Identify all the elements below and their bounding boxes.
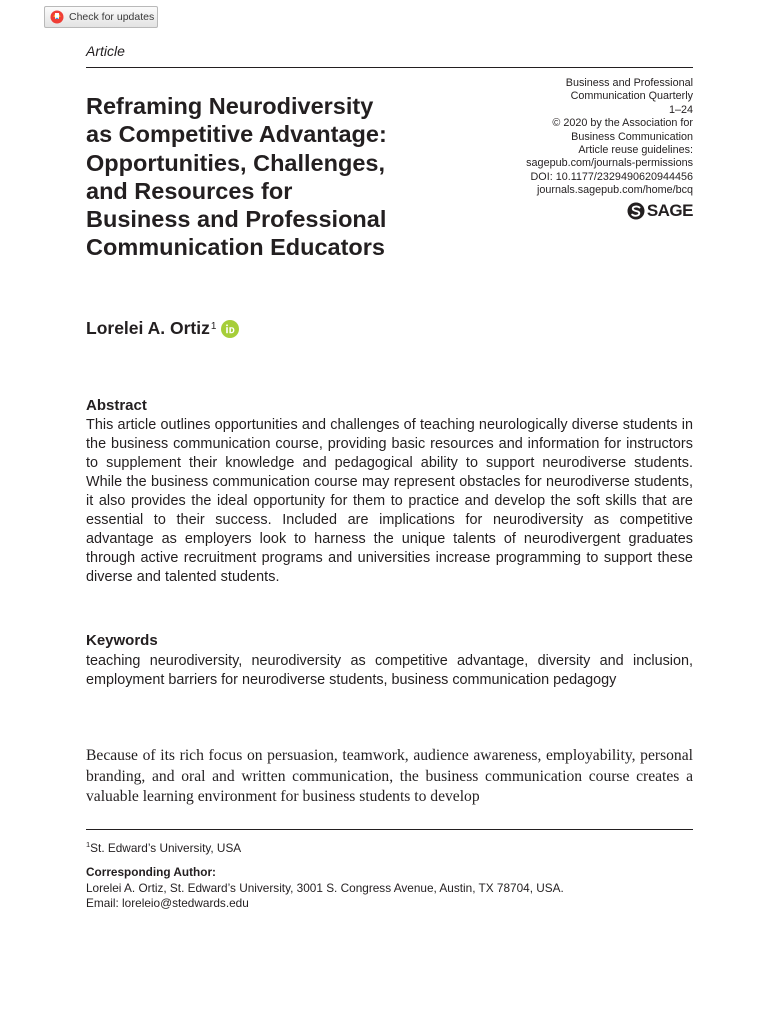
title-line: Reframing Neurodiversity bbox=[86, 93, 374, 119]
sage-mark-icon bbox=[627, 202, 645, 220]
sage-logo bbox=[627, 201, 693, 221]
sage-wordmark: SAGE bbox=[646, 201, 693, 220]
body-paragraph: Because of its rich focus on persuasion, teamwork, audience awareness, employability, personal branding, and oral and written communication, the business communication course creates a valuable learning environment for business students to develop bbox=[86, 747, 693, 806]
journal-homepage-link[interactable]: journals.sagepub.com/home/bcq bbox=[536, 184, 693, 197]
title-line: as Competitive Advantage: bbox=[86, 121, 387, 148]
affiliation-footnote bbox=[86, 840, 241, 855]
keywords-text: teaching neurodiversity, neurodiversity as competitive advantage, diversity and inclusion, employment barriers for neurodiverse students, business communication pedagogy bbox=[86, 653, 693, 688]
reuse-guidelines-label: Article reuse guidelines: bbox=[578, 144, 693, 157]
affiliation-text: St. Edward’s University, USA bbox=[90, 840, 242, 855]
journal-name-line: Communication Quarterly bbox=[570, 90, 693, 103]
copyright-line: © 2020 by the Association for bbox=[552, 117, 693, 130]
corresponding-author-heading: Corresponding Author: bbox=[86, 865, 216, 879]
check-for-updates-button[interactable] bbox=[44, 6, 158, 28]
header-rule bbox=[86, 67, 693, 68]
abstract-heading: Abstract bbox=[86, 397, 147, 414]
corresponding-author-address: Lorelei A. Ortiz, St. Edward’s University, 3001 S. Congress Avenue, Austin, TX 78704, USA. bbox=[86, 881, 564, 895]
title-line: and Resources for bbox=[86, 177, 293, 204]
keywords-heading: Keywords bbox=[86, 632, 158, 649]
abstract-text: This article outlines opportunities and challenges of teaching neurologically diverse students in the business communication course, providing basic resources and information for instructors to supplement their knowledge and pedagogical ability to support neurodiverse students. While the business communication course may represent obstacles for neurodiverse students, it also provides the ideal opportunity for them to practice and develop the soft skills that are essential to their success. Included are implications for neurodiversity as competitive advantage as employers look to harness the unique talents of neurodivergent graduates through active recruitment programs and universities increase programming to support these diverse and talented students. bbox=[86, 417, 693, 585]
check-for-updates-label: Check for updates bbox=[69, 11, 155, 23]
corresponding-author-email[interactable]: Email: loreleio@stedwards.edu bbox=[86, 896, 249, 910]
journal-name-line: Business and Professional bbox=[565, 77, 693, 89]
orcid-icon[interactable] bbox=[221, 320, 239, 338]
footnote-rule bbox=[86, 829, 693, 830]
footnote-mark: 1 bbox=[86, 840, 91, 849]
title-line: Communication Educators bbox=[86, 234, 386, 261]
crossmark-icon bbox=[50, 10, 64, 24]
doi-link[interactable]: DOI: 10.1177/2329490620944456 bbox=[530, 170, 693, 183]
permissions-link[interactable]: sagepub.com/journals-permissions bbox=[526, 157, 693, 170]
author-affil-mark: 1 bbox=[210, 321, 217, 332]
title-line: Business and Professional bbox=[86, 206, 387, 233]
article-title bbox=[86, 92, 466, 262]
page-range: 1–24 bbox=[668, 103, 693, 116]
journal-info bbox=[483, 77, 693, 198]
copyright-line: Business Communication bbox=[571, 130, 693, 143]
article-type-label: Article bbox=[86, 43, 125, 59]
title-line: Opportunities, Challenges, bbox=[86, 149, 386, 176]
author-line bbox=[86, 318, 239, 339]
author-name[interactable]: Lorelei A. Ortiz bbox=[86, 318, 210, 338]
